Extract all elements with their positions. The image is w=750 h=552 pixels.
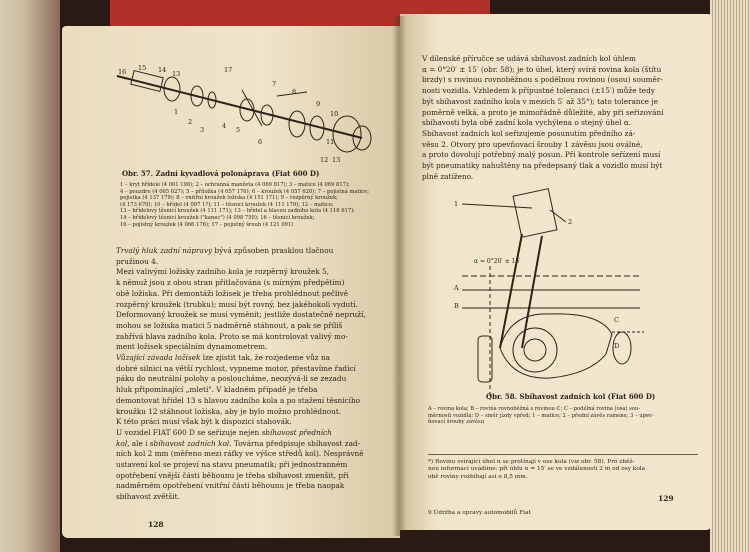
legend-line: 13 – hřídelový těsnicí kroužek (4 111 171); 13 – hřídel a hlavou zadního kola (4 118 617); bbox=[120, 208, 355, 215]
callout: 17 bbox=[224, 66, 233, 74]
text-line bbox=[116, 417, 378, 428]
callout: 2 bbox=[188, 118, 193, 126]
text-line bbox=[116, 407, 378, 418]
italic-run: Vůzající závada ložisek bbox=[116, 353, 201, 363]
text-run: Mezi valivými ložisky zadního kola je rozpěrný kroužek 5, bbox=[116, 267, 329, 277]
page-number-right: 129 bbox=[658, 494, 674, 503]
legend-line: 4 – pouzdro (4 065 627); 5 – příložka (4 057 176); 6 – kroužek (4 057 620); 7 – pojistná matice; bbox=[120, 188, 369, 195]
callout: 15 bbox=[138, 64, 147, 72]
legend-line: 1 – kryt hřídele (4 061 198); 2 – ochranná manžeta (4 069 817); 3 – matice (4 069 817); bbox=[120, 182, 350, 188]
text-line bbox=[116, 257, 378, 268]
italic-run: kol bbox=[116, 438, 128, 448]
text-run: a proto dovolují potřebný malý posun. Při kontrole seřízení musí bbox=[422, 150, 661, 160]
callout: 1 bbox=[174, 108, 179, 116]
text-run: nosti vozidla. Vzhledem k přípustné toleranci (±15′) může tedy bbox=[422, 86, 655, 96]
signature-note: 9 Údržba a opravy automobilů Fiat bbox=[428, 510, 531, 516]
text-run: pružinou 4. bbox=[116, 256, 159, 266]
page-number-left: 128 bbox=[148, 520, 164, 529]
footnote-line: nou informaci uvádíme: při úhlu α = 15′ se ve vzdálenosti 2 m od osy kola bbox=[428, 466, 646, 473]
right-page bbox=[400, 14, 712, 530]
callout: 11 bbox=[326, 138, 335, 146]
text-line bbox=[116, 246, 378, 257]
text-line bbox=[116, 385, 378, 396]
fig58-legend bbox=[428, 406, 698, 426]
italic-run: sbíhavost zadních kol bbox=[149, 438, 230, 448]
text-run: demontovat hřídel 13 s hlavou zadního kola a po stažení těsnicího bbox=[116, 395, 361, 405]
callout: 13 bbox=[172, 70, 181, 78]
callout: 8 bbox=[292, 88, 297, 96]
text-line bbox=[116, 374, 378, 385]
text-line bbox=[116, 364, 378, 375]
callout: 14 bbox=[158, 66, 167, 74]
italic-run: sbíhavost předních bbox=[261, 427, 332, 437]
legend-line: (4 173 670); 10 – hřídel (4 097 1?); 11 – těsnicí kroužek (4 111 179); 12 – matice; bbox=[120, 201, 334, 208]
text-line bbox=[116, 289, 378, 300]
text-run: opotřebení vnější části běhounu je třeba sbíhavost zmenšit, při bbox=[116, 470, 349, 480]
callout: 10 bbox=[330, 110, 339, 118]
text-run: brzdy) s rovinou rovnoběžnou s podélnou rovinou (osou) souměr- bbox=[422, 75, 663, 85]
text-run: ment ložisek speciálním dynamometrem. bbox=[116, 342, 268, 352]
fig58-label-A: A bbox=[454, 284, 459, 292]
text-line bbox=[116, 460, 378, 471]
text-line bbox=[116, 310, 378, 321]
text-run: páku do neutrální polohy a posloucháme, neozývá-li se zezadu bbox=[116, 374, 347, 384]
fig58-labels bbox=[400, 14, 712, 434]
text-run: lze zjistit tak, že rozjedeme vůz na bbox=[200, 353, 330, 363]
fig57-callouts bbox=[62, 26, 400, 166]
text-line bbox=[116, 449, 378, 460]
text-line bbox=[116, 353, 378, 364]
fig58-label-B: B bbox=[454, 302, 459, 310]
text-run: . Továrna předpisuje sbíhavost zad- bbox=[229, 438, 361, 448]
text-run: Sbíhavost zadních kol seřizujeme posunutím předního zá- bbox=[422, 128, 636, 138]
text-run: poměrně velká, a proto je mimořádně důležité, aby při seřizování bbox=[422, 107, 664, 117]
book-block-right-edge bbox=[710, 0, 750, 552]
text-line bbox=[116, 278, 378, 289]
legend-line: 16 – pojistný kroužek (4 066 176); 17 – pojistný šroub (4 121 091) bbox=[120, 221, 294, 228]
footnote bbox=[428, 454, 698, 481]
text-run: plně zatíženo. bbox=[422, 171, 474, 181]
fig57-legend bbox=[120, 182, 390, 228]
italic-run: Trvalý hluk zadní nápravy bbox=[116, 246, 213, 255]
text-run: hluk připomínající „mletí". V kladném případě je třeba bbox=[116, 385, 318, 395]
text-run: dobré silnici na větší rychlost, vypneme motor, přestavíme řadicí bbox=[116, 363, 356, 373]
fig58-angle-label: α = 0°20′ ± 15′ bbox=[474, 258, 521, 265]
text-run: zahřívá hlava zadního kola. Proto se má kontrolovat valivý mo- bbox=[116, 331, 348, 341]
left-page-body bbox=[116, 246, 378, 503]
text-run: kroužku 12 stáhnout ložiska, aby je bylo možno prohlédnout. bbox=[116, 406, 342, 416]
text-run: obě ložiska. Při demontáži ložisek je třeba prohlédnout pečlivě bbox=[116, 288, 349, 298]
fig58-caption: Obr. 58. Sbíhavost zadních kol (Fiat 600 D) bbox=[486, 392, 656, 401]
fig58-label-2: 2 bbox=[568, 218, 573, 226]
text-line bbox=[116, 300, 378, 311]
text-run: bývá způsoben prasklou tlačnou bbox=[212, 246, 334, 255]
text-run: ních kol 2 mm (měřeno mezi ráfky ve výšce středů kol). Nesprávně bbox=[116, 449, 364, 459]
text-run: α = 0°20′ ± 15′ (obr. 58); je to úhel, který svírá rovina kola (štítu bbox=[422, 64, 662, 74]
fig58-label-D: D bbox=[614, 342, 620, 350]
legend-line: pojistka (4 137 179); 8 – vnitřní kroužek ložiska (4 151 171); 9 – rozpěrný kroužek; bbox=[120, 195, 338, 202]
text-line bbox=[116, 439, 378, 450]
text-run: ustavení kol se projeví na stavu pneumatik; při jednostranném bbox=[116, 460, 348, 470]
text-run: U vozidel FIAT 600 D se seřizuje nejen bbox=[116, 427, 262, 437]
text-run: K této práci musí však být k dispozici stahovák. bbox=[116, 417, 292, 427]
callout: 7 bbox=[272, 80, 277, 88]
text-line bbox=[116, 396, 378, 407]
text-run: sbíhavost zvětšit. bbox=[116, 492, 180, 502]
callout: 3 bbox=[200, 126, 205, 134]
text-run: Deformovaný kroužek se musí vyměnit; jestliže dostatečně nepruží, bbox=[116, 310, 366, 320]
text-run: být pneumatiky nahuštěny na předepsaný tlak a vozidlo musí být bbox=[422, 161, 663, 171]
footnote-line: *) Rovinu svírající úhel α se protínají v ose kola (viz obr. 58). Pro zběž- bbox=[428, 459, 635, 465]
text-run: V dílenské příručce se udává sbíhavost zadních kol úhlem bbox=[422, 54, 636, 63]
left-page bbox=[62, 26, 400, 538]
legend-line: ňovací šrouby závěsu bbox=[428, 419, 485, 426]
callout: 9 bbox=[316, 100, 321, 108]
text-line bbox=[116, 428, 378, 439]
text-line bbox=[116, 321, 378, 332]
text-line bbox=[116, 267, 378, 278]
text-line bbox=[116, 342, 378, 353]
text-run: k němuž jsou z obou stran přitlačována (s mírným předpětím) bbox=[116, 278, 345, 288]
text-run: mohou se ložiska matici 5 nadměrně stáhnout, a pak se příliš bbox=[116, 320, 343, 330]
text-run: věsu 2. Otvory pro upevňovací šrouby 1 závěsu jsou oválné, bbox=[422, 139, 643, 149]
legend-line: měrnosti vozidla; D – směr jízdy vpřed; 1 – matice; 2 – přední závěs ramene; 3 – upev- bbox=[428, 412, 654, 419]
text-line bbox=[116, 471, 378, 482]
text-line bbox=[116, 332, 378, 343]
callout: 6 bbox=[258, 138, 263, 146]
text-run: , ale i bbox=[127, 438, 150, 448]
legend-line: A – rovina kola; B – rovina rovnoběžná s rovinou C; C – podélná rovina (osa) sou- bbox=[428, 406, 641, 412]
text-line bbox=[116, 481, 378, 492]
callout: 4 bbox=[222, 122, 227, 130]
text-run: rozpěrný kroužek (trubku); musí být rovný, bez jakéhokoli vydutí. bbox=[116, 299, 358, 309]
fig58-label-1: 1 bbox=[454, 200, 459, 208]
footnote-line: obě roviny rozbíhají asi o 8,5 mm. bbox=[428, 473, 528, 480]
text-line bbox=[116, 492, 378, 503]
legend-line: 14 – hřídelový těsnicí kroužek ("kanec") (4 098 750); 16 – těsnicí kroužek; bbox=[120, 214, 315, 221]
text-run: být sbíhavost zadního kola v mezích 5′ až 35°); tato tolerance je bbox=[422, 96, 658, 106]
callout: 12 bbox=[320, 156, 329, 164]
callout: 13 bbox=[332, 156, 341, 164]
book-block-left-edge bbox=[0, 0, 60, 552]
fig58-label-C: C bbox=[614, 316, 619, 324]
callout: 16 bbox=[118, 68, 127, 76]
callout: 5 bbox=[236, 126, 241, 134]
text-run: sbíhavosti byla obě zadní kola vychýlena o stejný úhel α. bbox=[422, 118, 632, 128]
text-run: nadměrném opotřebení vnitřní části běhounu je třeba naopak bbox=[116, 481, 345, 491]
fig57-caption: Obr. 57. Zadní kyvadlová polonáprava (Fiat 600 D) bbox=[122, 169, 320, 178]
page-gutter bbox=[392, 16, 406, 536]
